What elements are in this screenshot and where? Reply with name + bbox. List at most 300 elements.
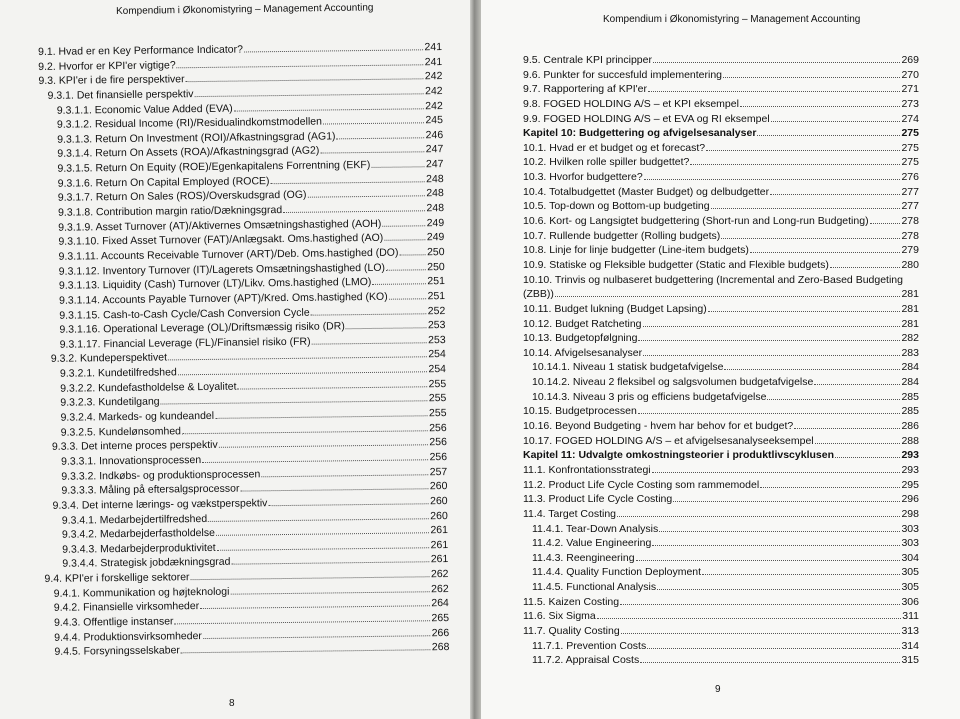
toc-entry: [523, 199, 919, 214]
toc-entry-page: 306: [901, 595, 919, 608]
toc-entry-title: 11.6. Six Sigma: [523, 610, 596, 623]
toc-entry-page: 295: [901, 478, 919, 491]
dot-leader: [620, 604, 900, 605]
toc-entry-title: 9.3.1.16. Operational Leverage (OL)/Driftsmæssig risiko (DR): [59, 320, 345, 336]
dot-leader: [648, 91, 900, 92]
dot-leader: [721, 238, 900, 239]
toc-entry-page: 296: [901, 493, 919, 506]
toc-entry-page: 281: [901, 317, 919, 330]
toc-entry-page: 305: [901, 581, 919, 594]
dot-leader: [740, 106, 901, 107]
toc-entry-title: 10.8. Linje for linje budgetter (Line-item budgets): [523, 244, 749, 257]
toc-entry-title: 9.6. Punkter for succesfuld implementering: [523, 68, 723, 81]
toc-entry: [523, 492, 919, 507]
dot-leader: [643, 326, 901, 327]
dot-leader: [168, 357, 427, 361]
toc-entry-page: 284: [901, 361, 919, 374]
dot-leader: [652, 472, 901, 473]
dot-leader: [389, 298, 427, 299]
dot-leader: [644, 179, 901, 180]
dot-leader: [177, 64, 424, 68]
page-number: 9: [715, 684, 721, 695]
dot-leader: [323, 122, 425, 124]
toc-entry-title: 9.1. Hvad er en Key Performance Indicator?: [38, 43, 244, 58]
toc-entry-title: 11.4.4. Quality Function Deployment: [532, 566, 702, 579]
page-header: Kompendium i Økonomistyring – Management Accounting: [603, 14, 861, 25]
toc-entry-page: 271: [901, 83, 919, 96]
toc-chapter-entry: [523, 448, 919, 463]
toc-entry: [523, 302, 919, 317]
dot-leader: [657, 589, 900, 590]
toc-entry-page: 281: [901, 302, 919, 315]
dot-leader: [770, 194, 900, 195]
toc-entry-page: 261: [430, 524, 449, 537]
dot-leader: [203, 635, 431, 639]
toc-entry-title: 9.3.2.3. Kundetilgang: [60, 395, 160, 410]
dot-leader: [386, 269, 426, 270]
toc-entry-title: 10.12. Budget Ratcheting: [523, 317, 642, 330]
dot-leader: [371, 166, 425, 168]
toc-entry-title: 9.3.3.1. Innovationsprocessen: [61, 453, 202, 468]
toc-entry-title: 9.3.3.2. Indkøbs- og produktionsprocessen: [61, 467, 261, 483]
dot-leader: [346, 327, 427, 329]
toc-entry-title: 9.3.1.3. Return On Investment (ROI)/Afkastningsgrad (AG1): [57, 130, 336, 146]
toc-entry: [523, 595, 919, 610]
toc-entry: [523, 170, 919, 185]
toc-entry-page: 245: [425, 114, 444, 127]
dot-leader: [231, 562, 429, 565]
toc-entry: [523, 317, 919, 332]
dot-leader: [723, 77, 900, 78]
dot-leader: [760, 487, 900, 488]
toc-entry-title: 10.14.1. Niveau 1 statisk budgetafvigelse: [532, 361, 724, 374]
dot-leader: [815, 443, 901, 444]
dot-leader: [268, 503, 429, 506]
toc-entry-title: 10.9. Statiske og Fleksible budgetter (Static and Flexible budgets): [523, 258, 829, 271]
toc-entry-title: 9.4.3. Offentlige instanser: [53, 615, 174, 629]
toc-entry-title: 9.3.1.5. Return On Equity (ROE)/Egenkapitalens Forrentning (EKF): [57, 159, 371, 175]
dot-leader: [238, 386, 428, 389]
dot-leader: [870, 223, 901, 224]
toc-entry: [523, 551, 919, 566]
toc-entry: [523, 331, 919, 346]
toc-entry-page: 264: [431, 597, 449, 610]
toc-entry-title: 9.3.1.6. Return On Capital Employed (ROCE): [57, 174, 270, 190]
toc-entry-page: 248: [426, 172, 444, 186]
dot-leader: [757, 135, 900, 136]
dot-leader: [814, 384, 900, 385]
left-page: [0, 0, 470, 719]
dot-leader: [706, 150, 900, 151]
toc-entry-page: 269: [901, 54, 919, 66]
toc-entry-page: 284: [901, 376, 919, 389]
toc-entry-page: 288: [901, 434, 919, 447]
dot-leader: [711, 208, 901, 209]
toc-entry-page: 256: [429, 450, 448, 464]
dot-leader: [835, 457, 900, 458]
toc-entry-title: 9.7. Rapportering af KPI'er: [523, 83, 647, 96]
toc-entry-title: (ZBB)): [523, 288, 554, 301]
book-gutter: [470, 0, 481, 719]
toc-entry-title: 11.4. Target Costing: [523, 507, 617, 520]
toc-entry-title: 9.4. KPI'er i forskellige sektorer: [44, 571, 190, 586]
toc-entry-title: 9.3.4.1. Medarbejdertilfredshed: [61, 512, 208, 527]
toc-entry: [523, 273, 919, 288]
toc-entry-title: 11.3. Product Life Cycle Costing: [523, 493, 673, 506]
toc-entry-page: 251: [427, 289, 446, 303]
dot-leader: [399, 254, 426, 255]
toc-entry-page: 265: [431, 612, 450, 625]
toc-entry-title: 11.4.3. Reengineering: [532, 551, 635, 564]
toc-entry: [523, 141, 919, 156]
toc-entry-page: 277: [901, 200, 919, 213]
toc-entry-page: 249: [426, 216, 445, 229]
page-header: Kompendium i Økonomistyring – Management Accounting: [116, 2, 374, 17]
toc-entry: [523, 229, 919, 244]
toc-entry-title: 9.3.4.3. Medarbejderproduktivitet: [62, 541, 216, 556]
table-of-contents: [38, 40, 449, 660]
dot-leader: [261, 474, 428, 477]
dot-leader: [219, 445, 429, 449]
toc-entry-page: 303: [901, 537, 919, 550]
toc-entry-title: 11.1. Konfrontationsstrategi: [523, 463, 651, 476]
toc-entry-title: 11.5. Kaizen Costing: [523, 595, 620, 608]
dot-leader: [240, 488, 428, 491]
toc-entry-page: 275: [901, 156, 919, 169]
toc-entry: [523, 214, 919, 229]
toc-entry: [523, 346, 919, 361]
page-number: 8: [229, 698, 235, 709]
toc-entry: [523, 97, 919, 112]
toc-entry-page: 314: [901, 639, 919, 652]
dot-leader: [621, 633, 901, 634]
dot-leader: [215, 415, 428, 419]
toc-entry-page: 276: [901, 171, 919, 184]
toc-entry: [523, 478, 919, 493]
toc-entry-title: 10.14.3. Niveau 3 pris og efficiens budgetafvigelse: [532, 390, 767, 403]
dot-leader: [702, 574, 900, 575]
toc-entry-title: 9.3.4.2. Medarbejderfastholdelse: [61, 527, 215, 541]
toc-entry-title: 9.3.1.14. Accounts Payable Turnover (APT)/Kred. Oms.hastighed (KO): [59, 290, 388, 307]
toc-entry-page: 280: [901, 258, 919, 271]
toc-entry-page: 278: [901, 229, 919, 242]
toc-entry-title: 11.7. Quality Costing: [523, 624, 620, 637]
toc-entry-page: 254: [428, 363, 447, 376]
toc-entry-page: 256: [429, 421, 447, 434]
toc-entry: [523, 609, 919, 624]
toc-entry-title: 10.14. Afvigelsesanalyser: [523, 346, 643, 359]
toc-entry-title: 11.4.1. Tear-Down Analysis: [532, 522, 659, 535]
dot-leader: [767, 399, 900, 400]
dot-leader: [312, 342, 428, 344]
toc-entry-title: 9.3. KPI'er i de fire perspektiver: [38, 73, 185, 88]
toc-entry-page: 255: [428, 377, 447, 390]
toc-entry-page: 260: [429, 480, 448, 493]
toc-entry: [523, 522, 919, 537]
toc-entry: [523, 375, 919, 390]
toc-entry-page: 281: [901, 288, 919, 301]
toc-entry-page: 274: [901, 112, 919, 125]
toc-entry-page: 275: [901, 141, 919, 154]
dot-leader: [186, 79, 424, 83]
toc-entry: [523, 565, 919, 580]
toc-entry-page: 279: [901, 244, 919, 257]
toc-entry-title: 11.7.2. Appraisal Costs: [532, 654, 640, 667]
toc-entry-title: 11.2. Product Life Cycle Costing som rammemodel: [523, 478, 760, 491]
toc-entry-title: 10.3. Hvorfor budgettere?: [523, 171, 643, 184]
dot-leader: [175, 620, 431, 624]
dot-leader: [271, 181, 426, 184]
dot-leader: [643, 355, 900, 356]
dot-leader: [638, 413, 901, 414]
toc-entry-page: 293: [901, 463, 919, 476]
dot-leader: [673, 501, 900, 502]
dot-leader: [647, 648, 900, 649]
dot-leader: [337, 137, 425, 139]
toc-entry-page: 248: [426, 202, 445, 215]
toc-entry: [523, 390, 919, 405]
toc-entry-title: 10.17. FOGED HOLDING A/S – et afvigelsesanalyseeksempel: [523, 434, 814, 447]
toc-entry: [523, 287, 919, 302]
dot-leader: [794, 428, 900, 429]
toc-entry-title: 9.9. FOGED HOLDING A/S – et EVA og RI eksempel: [523, 112, 770, 125]
right-page: [481, 0, 960, 719]
toc-entry: [523, 653, 919, 668]
toc-entry: [523, 82, 919, 97]
toc-entry-title: 9.8. FOGED HOLDING A/S – et KPI eksempel: [523, 97, 739, 110]
dot-leader: [384, 240, 426, 242]
toc-entry-title: 11.7.1. Prevention Costs: [532, 639, 647, 652]
toc-entry-page: 293: [901, 449, 919, 462]
toc-entry-title: 9.3.3.3. Måling på eftersalgsprocessor: [61, 482, 240, 497]
toc-entry-page: 261: [430, 553, 449, 566]
toc-entry: [523, 639, 919, 654]
toc-entry: [523, 404, 919, 419]
dot-leader: [724, 369, 900, 370]
toc-entry-title: 9.3.2.1. Kundetilfredshed: [59, 366, 177, 380]
toc-entry-title: 9.3.2. Kundeperspektivet: [50, 351, 168, 366]
toc-entry: [523, 624, 919, 639]
dot-leader: [652, 545, 900, 546]
dot-leader: [555, 296, 901, 297]
toc-entry-title: 9.4.5. Forsyningsselskaber: [54, 644, 180, 659]
toc-entry-title: 9.4.4. Produktionsvirksomheder: [54, 629, 202, 644]
toc-entry: [523, 360, 919, 375]
toc-entry-page: 315: [901, 654, 919, 667]
toc-entry-page: 251: [427, 275, 445, 288]
toc-entry-page: 266: [431, 626, 450, 639]
toc-entry-title: 11.4.2. Value Engineering: [532, 537, 652, 550]
toc-entry-page: 261: [430, 538, 449, 552]
toc-entry-title: 9.3.1.15. Cash-to-Cash Cycle/Cash Conversion Cycle: [59, 306, 310, 322]
toc-entry-title: 9.3.1.10. Fixed Asset Turnover (FAT)/Anlægsakt. Oms.hastighed (AO): [58, 232, 384, 249]
toc-entry-title: 9.3.1.1. Economic Value Added (EVA): [56, 102, 233, 117]
toc-entry-title: 9.3.2.4. Markeds- og kundeandel: [60, 409, 215, 424]
dot-leader: [771, 121, 901, 122]
dot-leader: [208, 518, 429, 522]
toc-entry-title: 9.3.1.17. Financial Leverage (FL)/Finansiel risiko (FR): [59, 335, 311, 351]
toc-entry-page: 248: [426, 187, 444, 200]
toc-entry-page: 275: [901, 127, 919, 140]
toc-entry-page: 262: [431, 582, 449, 595]
toc-entry-title: 10.13. Budgetopfølgning: [523, 332, 638, 345]
toc-entry: [523, 419, 919, 434]
toc-entry-title: 10.1. Hvad er et budget og et forecast?: [523, 141, 706, 154]
dot-leader: [181, 650, 431, 654]
toc-entry-page: 247: [425, 158, 444, 171]
toc-entry-title: Kapitel 10: Budgettering og afvigelsesanalyser: [523, 127, 757, 140]
toc-entry-page: 256: [429, 436, 447, 449]
toc-entry-page: 298: [901, 507, 919, 520]
toc-entry-page: 285: [901, 390, 919, 403]
dot-leader: [191, 576, 430, 580]
toc-entry-title: 9.3.1. Det finansielle perspektiv: [47, 88, 194, 102]
dot-leader: [320, 152, 424, 154]
toc-entry-page: 286: [901, 420, 919, 433]
table-of-contents: [523, 53, 919, 668]
toc-entry-page: 262: [430, 568, 449, 581]
toc-chapter-entry: [523, 126, 919, 141]
toc-entry-page: 285: [901, 405, 919, 418]
dot-leader: [217, 547, 430, 551]
toc-entry-page: 241: [424, 41, 443, 54]
dot-leader: [382, 225, 425, 227]
toc-entry-title: 9.3.1.13. Liquidity (Cash) Turnover (LT)/Likv. Oms.hastighed (LMO): [58, 276, 372, 293]
dot-leader: [638, 340, 900, 341]
toc-entry: [523, 463, 919, 478]
dot-leader: [640, 662, 900, 663]
toc-entry-title: 9.3.4.4. Strategisk jobdækningsgrad: [62, 556, 231, 571]
toc-entry-page: 255: [428, 407, 447, 420]
toc-entry-page: 250: [427, 260, 445, 273]
toc-entry-page: 253: [428, 333, 446, 347]
dot-leader: [708, 311, 901, 312]
dot-leader: [653, 62, 900, 63]
toc-entry-page: 250: [426, 246, 445, 259]
toc-entry-title: 10.10. Trinvis og nulbaseret budgettering (Incremental and Zero-Based Budgeting: [523, 273, 903, 286]
toc-entry-page: 249: [426, 231, 445, 244]
toc-entry-title: 9.5. Centrale KPI principper: [523, 54, 652, 66]
toc-entry-title: 9.2. Hvorfor er KPI'er vigtige?: [38, 58, 176, 73]
toc-entry-title: Kapitel 11: Udvalgte omkostningsteorier i produktlivscyklusen: [523, 449, 835, 462]
toc-entry-title: 10.2. Hvilken rolle spiller budgettet?: [523, 156, 690, 169]
toc-entry-page: 283: [901, 346, 919, 359]
toc-entry-page: 241: [424, 55, 443, 68]
toc-entry-page: 247: [425, 143, 444, 156]
dot-leader: [283, 210, 425, 213]
toc-entry-page: 252: [427, 304, 446, 317]
toc-entry-page: 242: [424, 70, 443, 83]
toc-entry-page: 305: [901, 566, 919, 579]
dot-leader: [372, 284, 426, 286]
toc-entry-title: 9.3.3. Det interne proces perspektiv: [51, 439, 218, 454]
toc-entry: [523, 434, 919, 449]
dot-leader: [830, 267, 901, 268]
toc-entry-page: 304: [901, 551, 919, 564]
toc-entry: [523, 68, 919, 83]
dot-leader: [230, 591, 430, 594]
dot-leader: [182, 430, 428, 434]
toc-entry-title: 10.15. Budgetprocessen: [523, 405, 637, 418]
toc-entry-title: 9.3.1.9. Asset Turnover (AT)/Aktivernes Omsætningshastighed (AOH): [58, 217, 382, 234]
dot-leader: [234, 108, 425, 111]
toc-entry-title: 11.4.5. Functional Analysis: [532, 581, 657, 594]
toc-entry-title: 9.3.4. Det interne lærings- og vækstperspektiv: [52, 497, 268, 512]
toc-entry-title: 9.3.1.11. Accounts Receivable Turnover (ART)/Deb. Oms.hastighed (DO): [58, 246, 399, 263]
toc-entry: [523, 536, 919, 551]
toc-entry-page: 246: [425, 128, 444, 142]
toc-entry-page: 311: [902, 610, 919, 623]
toc-entry-page: 303: [901, 522, 919, 535]
toc-entry-title: 9.4.2. Finansielle virksomheder: [53, 600, 200, 615]
toc-entry-page: 242: [425, 99, 443, 112]
toc-entry-page: 268: [431, 641, 450, 654]
toc-entry-title: 10.4. Totalbudgettet (Master Budget) og delbudgetter: [523, 185, 770, 198]
dot-leader: [617, 516, 900, 517]
dot-leader: [195, 93, 425, 97]
toc-entry-title: 9.3.2.2. Kundefastholdelse & Loyalitet: [60, 380, 237, 395]
dot-leader: [202, 459, 428, 463]
toc-entry-title: 9.3.1.8. Contribution margin ratio/Dækningsgrad: [57, 204, 283, 219]
dot-leader: [750, 252, 901, 253]
dot-leader: [659, 531, 900, 532]
toc-entry-page: 260: [430, 509, 448, 522]
toc-entry-title: 10.7. Rullende budgetter (Rolling budgets): [523, 229, 721, 242]
toc-entry-title: 9.3.1.12. Inventory Turnover (IT)/Lagerets Omsætningshastighed (LO): [58, 261, 386, 278]
toc-entry-title: 10.5. Top-down og Bottom-up budgeting: [523, 200, 710, 213]
toc-entry-title: 9.3.1.7. Return On Sales (ROS)/Overskudsgrad (OG): [57, 189, 307, 205]
dot-leader: [216, 532, 430, 536]
toc-entry: [523, 112, 919, 127]
toc-entry-title: 10.16. Beyond Budgeting - hvem har behov for et budget?: [523, 420, 794, 433]
toc-entry-page: 254: [428, 348, 446, 361]
toc-entry: [523, 243, 919, 258]
toc-entry-title: 9.3.1.2. Residual Income (RI)/Residualindkomstmodellen: [56, 115, 323, 131]
toc-entry-page: 270: [901, 68, 919, 81]
toc-entry-page: 260: [429, 494, 448, 508]
toc-entry: [523, 53, 919, 68]
toc-entry-page: 253: [427, 319, 446, 332]
toc-entry: [523, 155, 919, 170]
toc-entry-title: 9.4.1. Kommunikation og højteknologi: [53, 585, 230, 600]
dot-leader: [636, 560, 901, 561]
dot-leader: [690, 164, 900, 165]
toc-entry-page: 282: [901, 332, 919, 345]
toc-entry-page: 255: [428, 392, 447, 405]
toc-entry-page: 278: [901, 215, 919, 228]
toc-entry-title: 9.3.2.5. Kundelønsomhed: [60, 424, 182, 439]
toc-entry-page: 277: [901, 185, 919, 198]
toc-entry-page: 257: [429, 465, 448, 478]
toc-entry: [523, 507, 919, 522]
toc-entry-page: 313: [901, 624, 919, 637]
dot-leader: [178, 371, 428, 375]
toc-entry-title: 10.11. Budget lukning (Budget Lapsing): [523, 302, 707, 315]
toc-entry-page: 273: [901, 97, 919, 110]
toc-entry: [523, 258, 919, 273]
dot-leader: [307, 196, 425, 198]
dot-leader: [200, 606, 430, 610]
toc-entry: [523, 185, 919, 200]
dot-leader: [161, 401, 428, 405]
toc-entry: [523, 580, 919, 595]
dot-leader: [311, 313, 427, 315]
toc-entry-title: 10.14.2. Niveau 2 fleksibel og salgsvolumen budgetafvigelse: [532, 376, 814, 389]
toc-entry-title: 10.6. Kort- og Langsigtet budgettering (Short-run and Long-run Budgeting): [523, 215, 869, 228]
dot-leader: [597, 618, 901, 619]
dot-leader: [244, 49, 424, 52]
toc-entry-title: 9.3.1.4. Return On Assets (ROA)/Afkastningsgrad (AG2): [57, 145, 320, 161]
